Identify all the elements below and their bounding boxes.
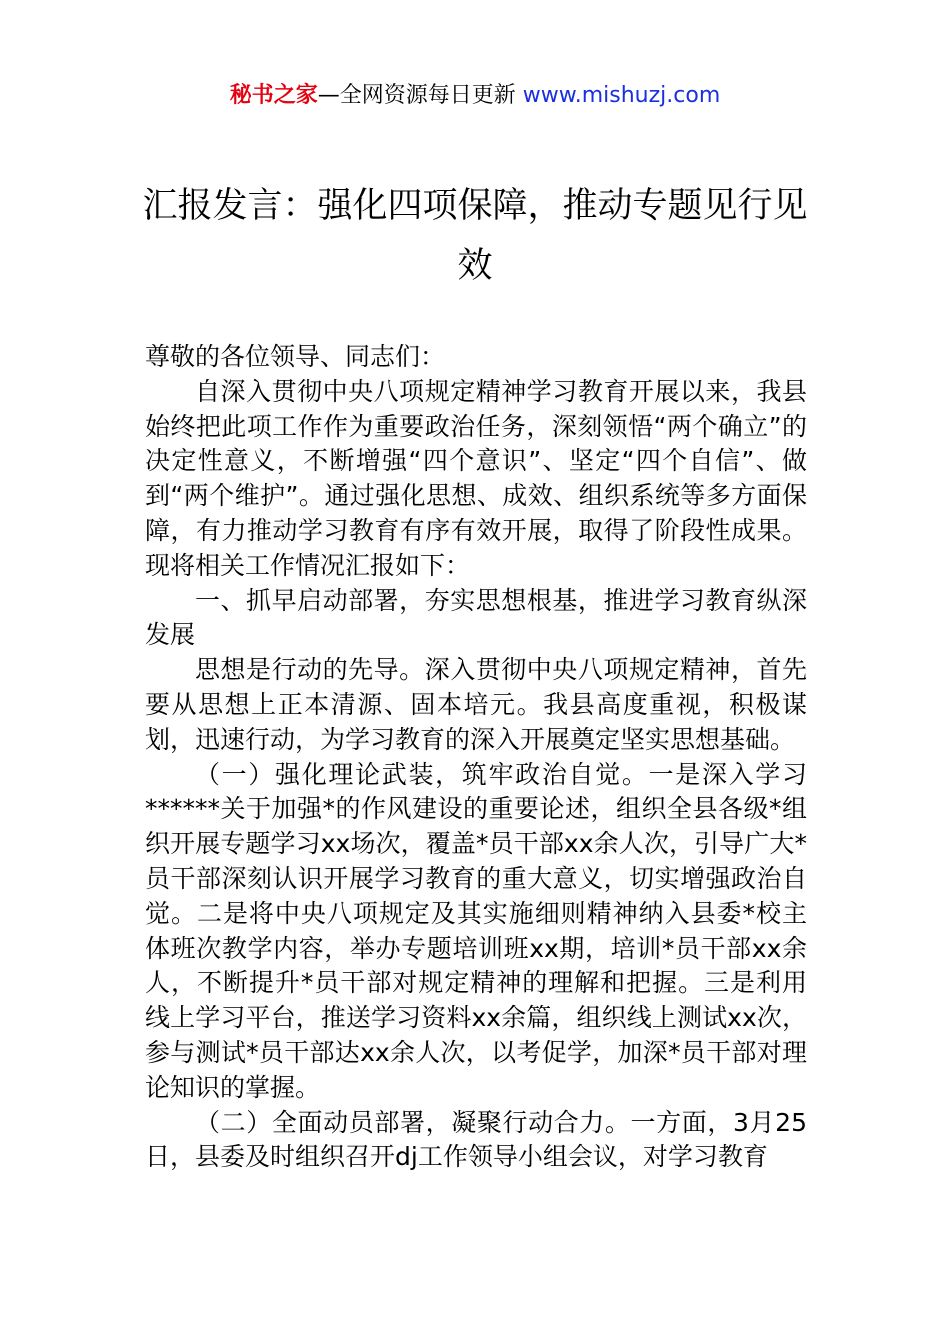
site-tagline: —全网资源每日更新: [317, 83, 523, 108]
site-brand: 秘书之家: [229, 83, 318, 108]
paragraph-section-1: 思想是行动的先导。深入贯彻中央八项规定精神，首先要从思想上正本清源、固本培元。我县高度重视，积极谋划，迅速行动，为学习教育的深入开展奠定坚实思想基础。: [145, 655, 807, 754]
site-header-banner: [0, 80, 950, 112]
paragraph-subsection-2: （二）全面动员部署，凝聚行动合力。一方面，3月25日，县委及时组织召开dj工作领导小组会议，对学习教育: [145, 1107, 807, 1172]
document-title: 汇报发言：强化四项保障，推动专题见行见效: [142, 186, 808, 286]
paragraph-subsection-1: （一）强化理论武装，筑牢政治自觉。一是深入学习******关于加强*的作风建设的重要论述，组织全县各级*组织开展专题学习xx场次，覆盖*员干部xx余人次，引导广大*员干部深刻认识开展学习教育的重大意义，切实增强政治自觉。二是将中央八项规定及其实施细则精神纳入县委*校主体班次教学内容，举办专题培训班xx期，培训*员干部xx余人，不断提升*员干部对规定精神的理解和把握。三是利用线上学习平台，推送学习资料xx余篇，组织线上测试xx次，参与测试*员干部达xx余人次，以考促学，加深*员干部对理论知识的掌握。: [145, 759, 807, 1102]
site-url-link[interactable]: www.mishuzj.com: [522, 83, 721, 108]
salutation: 尊敬的各位领导、同志们：: [145, 342, 446, 371]
document-body: [145, 340, 807, 1175]
section-heading-1: 一、抓早启动部署，夯实思想根基，推进学习教育纵深发展: [145, 585, 807, 650]
paragraph-intro: 自深入贯彻中央八项规定精神学习教育开展以来，我县始终把此项工作作为重要政治任务，深刻领悟“两个确立”的决定性意义，不断增强“四个意识”、坚定“四个自信”、做到“两个维护”。通过强化思想、成效、组织系统等多方面保障，有力推动学习教育有序有效开展，取得了阶段性成果。现将相关工作情况汇报如下：: [145, 376, 807, 580]
